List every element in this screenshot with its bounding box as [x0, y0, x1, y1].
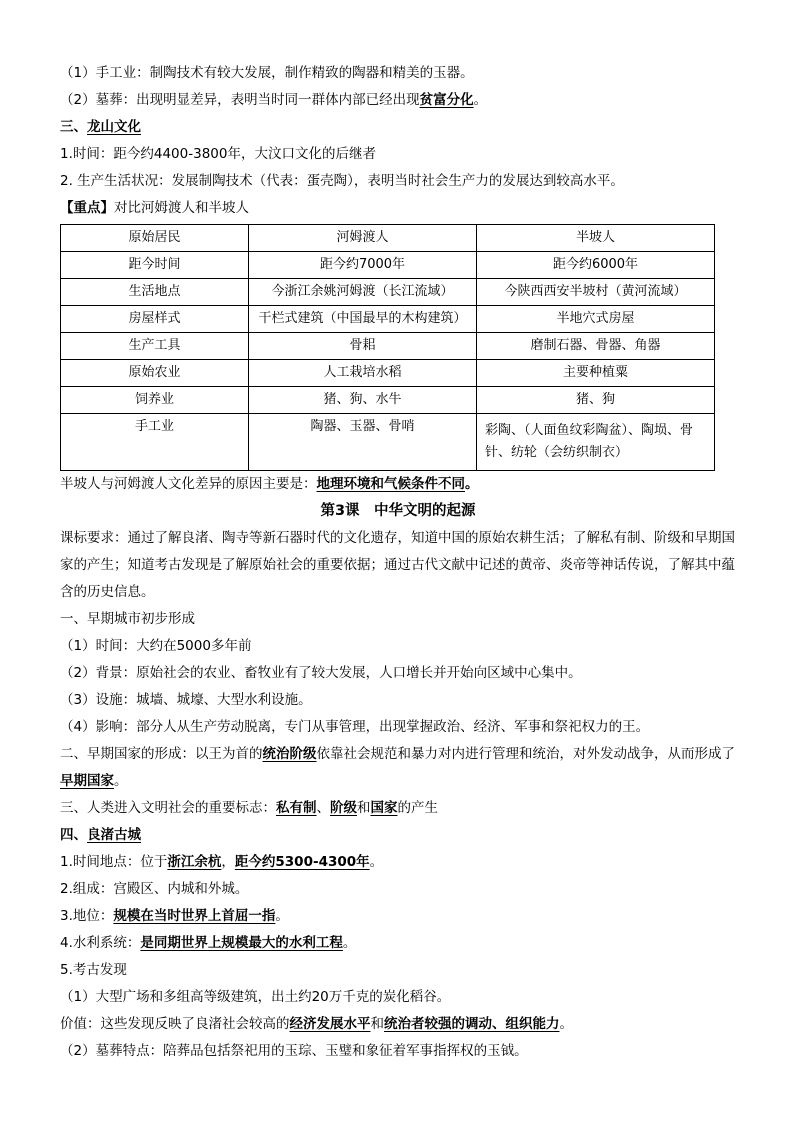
liangzhu-water-system [60, 930, 736, 957]
table-cell: 生活地点 [61, 279, 249, 306]
section-heading-liangzhu [60, 822, 736, 849]
table-header-cell: 河姆渡人 [249, 225, 477, 252]
text: 3.地位： [60, 908, 114, 924]
emphasis-text: 统治者较强的调动、组织能力 [384, 1016, 560, 1032]
table-cell: 猪、狗 [477, 387, 715, 414]
emphasis-text: 经济发展水平 [289, 1016, 371, 1032]
table-cell: 距今约6000年 [477, 252, 715, 279]
text: 。 [465, 476, 479, 492]
table-row [61, 306, 715, 333]
text: 。 [369, 854, 384, 870]
early-cities-facilities: （3）设施：城墙、城壕、大型水利设施。 [60, 692, 312, 708]
longshan-production-line: 2. 生产生活状况：发展制陶技术（代表：蛋壳陶），表明当时社会生产力的发展达到较高水平。 [60, 173, 624, 189]
table-cell: 彩陶、（人面鱼纹彩陶盆）、陶埙、骨针、纺轮（会纺织制衣） [477, 414, 715, 471]
text: 和 [357, 800, 371, 816]
handicraft-line: （1）手工业：制陶技术有较大发展，制作精致的陶器和精美的玉器。 [60, 65, 474, 81]
emphasis-text: 地理环境和气候条件不同 [316, 476, 465, 492]
table-cell: 原始农业 [61, 360, 249, 387]
longshan-time-line: 1.时间：距今约4400-3800年，大汶口文化的后继者 [60, 146, 376, 162]
text: 的产生 [397, 800, 438, 816]
table-cell: 房屋样式 [61, 306, 249, 333]
emphasis-text: 距今约5300-4300年 [234, 854, 370, 870]
table-cell: 距今约7000年 [249, 252, 477, 279]
difference-reason-line [60, 471, 736, 498]
liangzhu-composition: 2.组成：宫殿区、内城和外城。 [60, 881, 249, 897]
curriculum-requirement: 课标要求：通过了解良渚、陶寺等新石器时代的文化遗存，知道中国的原始农耕生活；了解私有制、阶级和早期国家的产生；知道考古发现是了解原始社会的重要依据；通过古代文献中记述的黄帝、炎帝等神话传说，了解其中蕴含的历史信息。 [60, 530, 735, 600]
early-cities-impact: （4）影响：部分人从生产劳动脱离，专门从事管理，出现掌握政治、经济、军事和祭祀权力的王。 [60, 719, 650, 735]
text: 。 [114, 773, 128, 789]
text: 。 [473, 92, 488, 108]
text: 4.水利系统： [60, 935, 141, 951]
table-row [61, 360, 715, 387]
emphasis-text: 统治阶级 [262, 746, 317, 762]
text: 。 [342, 935, 357, 951]
liangzhu-value [60, 1011, 736, 1038]
text: 、 [316, 800, 330, 816]
table-cell: 人工栽培水稻 [249, 360, 477, 387]
emphasis-text: 浙江余杭 [167, 854, 222, 870]
table-cell: 半地穴式房屋 [477, 306, 715, 333]
civilization-markers [60, 795, 736, 822]
key-point-label: 【重点】 [60, 200, 114, 216]
liangzhu-burials: （2）墓葬特点：陪葬品包括祭祀用的玉琮、玉璧和象征着军事指挥权的玉钺。 [60, 1043, 528, 1059]
early-cities-time: （1）时间：大约在5000多年前 [60, 638, 252, 654]
burial-line [60, 87, 736, 114]
emphasis-text: 早期国家 [60, 773, 114, 789]
liangzhu-finds: （1）大型广场和多组高等级建筑，出土约20万千克的炭化稻谷。 [60, 989, 451, 1005]
text: 。 [275, 908, 289, 924]
table-cell: 生产工具 [61, 333, 249, 360]
table-header-row [61, 225, 715, 252]
emphasis-text: 国家 [370, 800, 398, 816]
table-cell: 今浙江余姚河姆渡（长江流域） [249, 279, 477, 306]
comparison-table [60, 224, 715, 471]
text: 半坡人与河姆渡人文化差异的原因主要是： [60, 476, 317, 492]
text: 三、人类进入文明社会的重要标志： [60, 800, 276, 816]
text: 依靠社会规范和暴力对内进行管理和统治，对外发动战争，从而形成了 [316, 746, 735, 762]
text: 对比河姆渡人和半坡人 [114, 200, 249, 216]
section-heading-early-cities: 一、早期城市初步形成 [60, 611, 195, 627]
text: 价值：这些发现反映了良渚社会较高的 [60, 1016, 290, 1032]
table-cell: 手工业 [61, 414, 249, 471]
text: 1.时间地点：位于 [60, 854, 168, 870]
table-cell: 干栏式建筑（中国最早的木构建筑） [249, 306, 477, 333]
table-cell: 今陕西西安半坡村（黄河流域） [477, 279, 715, 306]
table-cell: 骨耜 [249, 333, 477, 360]
table-row [61, 279, 715, 306]
table-row [61, 414, 715, 471]
text: 三、 [60, 119, 87, 135]
table-header-cell: 半坡人 [477, 225, 715, 252]
emphasis-text: 是同期世界上规模最大的水利工程 [140, 935, 343, 951]
table-row [61, 333, 715, 360]
emphasis-text: 贫富分化 [419, 92, 474, 108]
table-cell: 距今时间 [61, 252, 249, 279]
emphasis-text: 私有制 [276, 800, 317, 816]
early-cities-background: （2）背景：原始社会的农业、畜牧业有了较大发展，人口增长并开始向区域中心集中。 [60, 665, 582, 681]
emphasis-text: 阶级 [330, 800, 357, 816]
emphasis-text: 龙山文化 [87, 119, 141, 135]
table-cell: 饲养业 [61, 387, 249, 414]
text: 四、 [60, 827, 87, 843]
table-cell: 磨制石器、骨器、角器 [477, 333, 715, 360]
lesson-title: 第3课 中华文明的起源 [320, 503, 476, 519]
early-state-formation [60, 741, 736, 795]
table-cell: 主要种植粟 [477, 360, 715, 387]
liangzhu-status [60, 903, 736, 930]
liangzhu-time-place [60, 849, 736, 876]
text: 和 [370, 1016, 384, 1032]
document-page [60, 60, 736, 1065]
emphasis-text: 规模在当时世界上首屈一指 [113, 908, 276, 924]
table-row [61, 252, 715, 279]
text: （2）墓葬：出现明显差异，表明当时同一群体内部已经出现 [60, 92, 420, 108]
table-cell: 陶器、玉器、骨哨 [249, 414, 477, 471]
text: 。 [559, 1016, 573, 1032]
emphasis-text: 良渚古城 [87, 827, 141, 843]
liangzhu-archaeology: 5.考古发现 [60, 962, 127, 978]
table-cell: 猪、狗、水牛 [249, 387, 477, 414]
text: 二、早期国家的形成：以王为首的 [60, 746, 263, 762]
text: ， [221, 854, 235, 870]
key-point-line [60, 195, 736, 222]
section-heading-longshan [60, 114, 736, 141]
table-header-cell: 原始居民 [61, 225, 249, 252]
table-row [61, 387, 715, 414]
